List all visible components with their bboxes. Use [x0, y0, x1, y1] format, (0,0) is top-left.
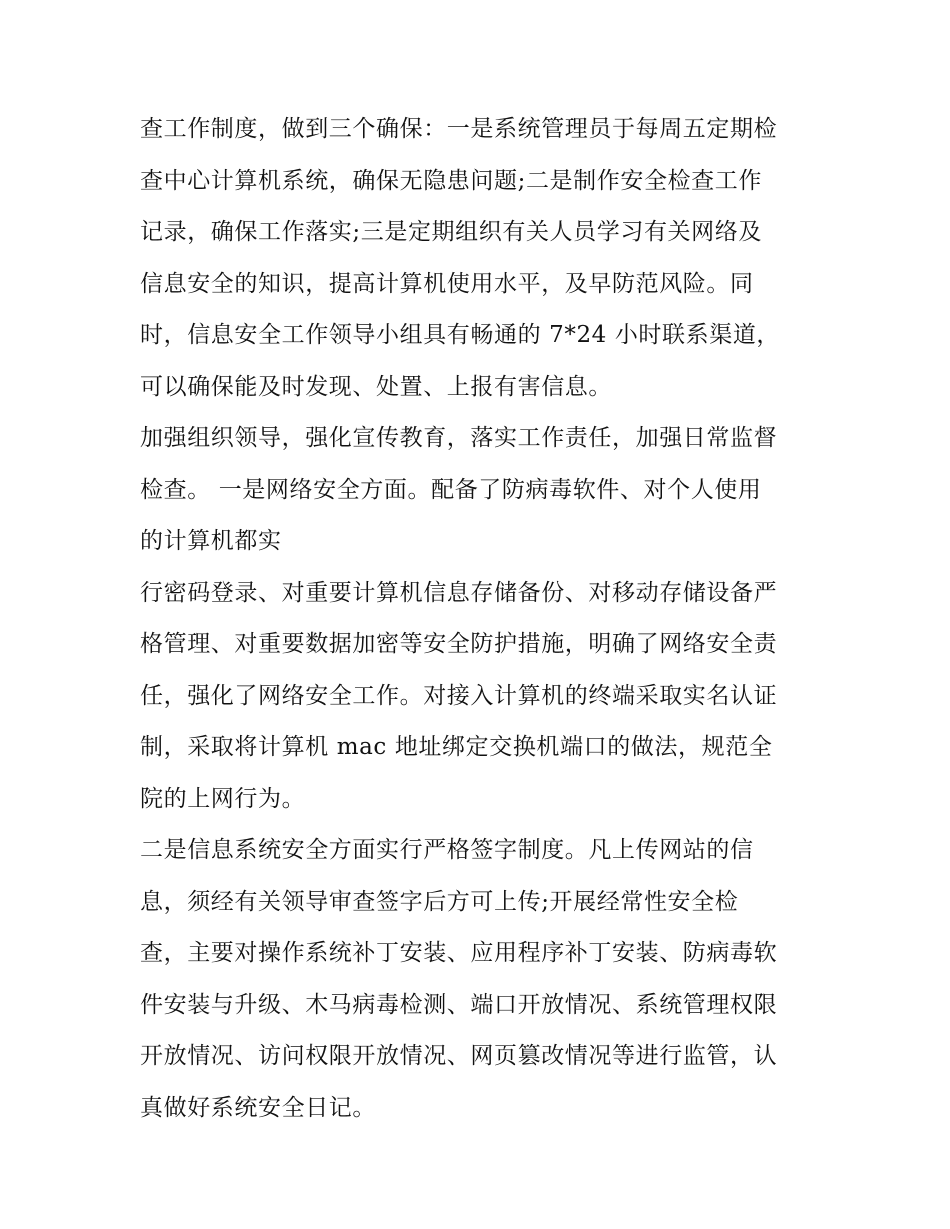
text-line: 检查。 一是网络安全方面。配备了防病毒软件、对个人使用	[140, 476, 762, 503]
text-line: 信息安全的知识，提高计算机使用水平，及早防范风险。同	[140, 270, 754, 297]
document-body	[140, 104, 820, 1134]
text-line: 可以确保能及时发现、处置、上报有害信息。	[140, 373, 612, 400]
text-line: 查中心计算机系统，确保无隐患问题;二是制作安全检查工作	[140, 167, 762, 194]
text-line: 加强组织领导，强化宣传教育，落实工作责任，加强日常监督	[140, 425, 778, 451]
text-line: 任，强化了网络安全工作。对接入计算机的终端采取实名认证	[140, 682, 778, 709]
text-line: 开放情况、访问权限开放情况、网页篡改情况等进行监管，认	[140, 1043, 778, 1069]
text-line: 时，信息安全工作领导小组具有畅通的 7*24 小时联系渠道，	[140, 322, 781, 348]
text-line: 制，采取将计算机 mac 地址绑定交换机端口的做法，规范全	[140, 734, 773, 760]
text-line: 记录，确保工作落实;三是定期组织有关人员学习有关网络及	[140, 219, 762, 245]
text-line: 的计算机都实	[140, 528, 282, 554]
text-line: 查，主要对操作系统补丁安装、应用程序补丁安装、防病毒软	[140, 940, 778, 966]
text-line: 查工作制度，做到三个确保：一是系统管理员于每周五定期检	[140, 116, 778, 142]
text-line: 格管理、对重要数据加密等安全防护措施，明确了网络安全责	[140, 631, 778, 657]
text-line: 行密码登录、对重要计算机信息存储备份、对移动存储设备严	[140, 579, 778, 606]
text-line: 二是信息系统安全方面实行严格签字制度。凡上传网站的信	[140, 837, 754, 863]
text-line: 院的上网行为。	[140, 785, 306, 812]
text-line: 息，须经有关领导审查签字后方可上传;开展经常性安全检	[140, 888, 739, 915]
text-line: 件安装与升级、木马病毒检测、端口开放情况、系统管理权限	[140, 991, 778, 1018]
text-line: 真做好系统安全日记。	[140, 1094, 376, 1121]
